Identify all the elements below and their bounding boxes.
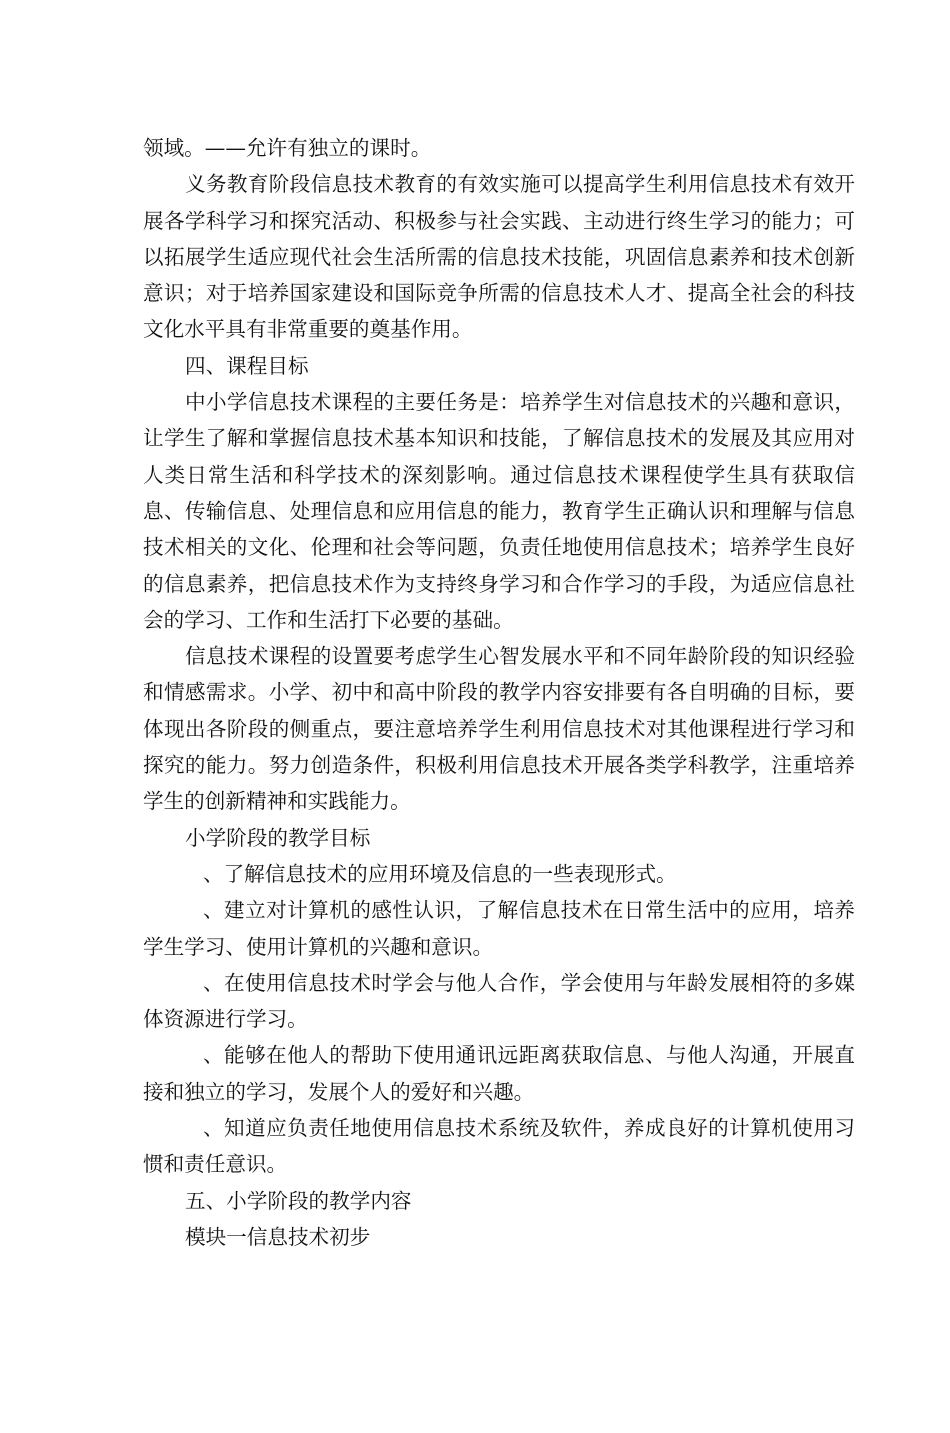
list-item-goal-1: 、了解信息技术的应用环境及信息的一些表现形式。 [203,861,677,886]
section-heading-primary-content: 五、小学阶段的教学内容 [185,1188,412,1213]
paragraph-course-setup: 信息技术课程的设置要考虑学生心智发展水平和不同年龄阶段的知识经验和情感需求。小学、初中和高中阶段的教学内容安排要有各自明确的目标，要体现出各阶段的侧重点，要注意培养学生利用信息技术对其他课程进行学习和探究的能力。努力创造条件，积极利用信息技术开展各类学科教学，注重培养学生的创新精神和实践能力。 [143,644,855,814]
list-item-goal-5: 、知道应负责任地使用信息技术系统及软件，养成良好的计算机使用习惯和责任意识。 [143,1116,855,1177]
section-heading-course-goals: 四、课程目标 [185,353,309,378]
document-body [143,130,855,1255]
subheading-primary-goals: 小学阶段的教学目标 [185,825,371,850]
paragraph-continuation: 领域。——允许有独立的课时。 [143,136,432,160]
module-heading-1: 模块一信息技术初步 [185,1224,371,1249]
list-item-goal-2: 、建立对计算机的感性认识，了解信息技术在日常生活中的应用，培养学生学习、使用计算机的兴趣和意识。 [143,898,855,959]
list-item-goal-4: 、能够在他人的帮助下使用通讯远距离获取信息、与他人沟通，开展直接和独立的学习，发展个人的爱好和兴趣。 [143,1043,855,1104]
paragraph-compulsory-education: 义务教育阶段信息技术教育的有效实施可以提高学生利用信息技术有效开展各学科学习和探究活动、积极参与社会实践、主动进行终生学习的能力；可以拓展学生适应现代社会生活所需的信息技术技能，巩固信息素养和技术创新意识；对于培养国家建设和国际竞争所需的信息技术人才、提高全社会的科技文化水平具有非常重要的奠基作用。 [143,172,855,342]
list-item-goal-3: 、在使用信息技术时学会与他人合作，学会使用与年龄发展相符的多媒体资源进行学习。 [143,970,855,1032]
paragraph-main-tasks: 中小学信息技术课程的主要任务是：培养学生对信息技术的兴趣和意识，让学生了解和掌握信息技术基本知识和技能，了解信息技术的发展及其应用对人类日常生活和科学技术的深刻影响。通过信息技术课程使学生具有获取信息、传输信息、处理信息和应用信息的能力，教育学生正确认识和理解与信息技术相关的文化、伦理和社会等问题，负责任地使用信息技术；培养学生良好的信息素养，把信息技术作为支持终身学习和合作学习的手段，为适应信息社会的学习、工作和生活打下必要的基础。 [143,390,855,632]
